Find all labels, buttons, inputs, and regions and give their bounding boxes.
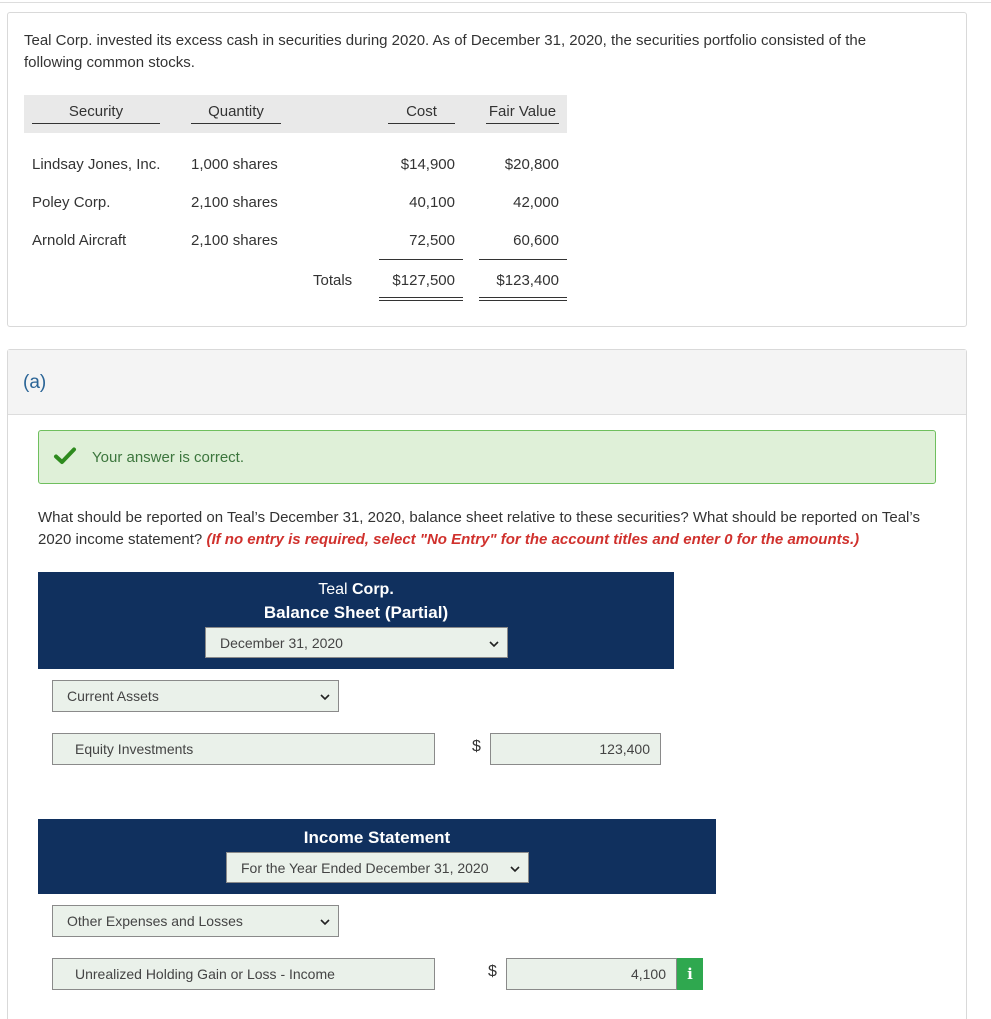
check-icon — [53, 444, 77, 468]
row3-security: Arnold Aircraft — [32, 232, 127, 249]
problem-intro: Teal Corp. invested its excess cash in securities during 2020. As of December 31, 2020, the securities portfolio consisted of the following common stocks. — [24, 32, 867, 71]
current-assets-select[interactable] — [52, 680, 339, 712]
header-fair-value: Fair Value — [486, 103, 559, 124]
balance-sheet-date-select[interactable] — [205, 627, 508, 658]
securities-table — [24, 95, 567, 305]
row3-cost: 72,500 — [409, 232, 455, 249]
row2-quantity: 2,100 shares — [191, 194, 278, 211]
cost-total-line-2 — [379, 300, 463, 301]
row3-quantity: 2,100 shares — [191, 232, 278, 249]
totals-label: Totals — [313, 272, 353, 289]
chevron-down-icon — [320, 917, 330, 927]
income-statement-amount-input[interactable] — [506, 958, 677, 990]
income-statement-dollar-sign: $ — [488, 963, 497, 980]
question-instruction: (If no entry is required, select "No Entry" for the account titles and enter 0 for the amounts.) — [206, 531, 860, 548]
balance-sheet-amount-value: 123,400 — [599, 741, 650, 757]
current-assets-value: Current Assets — [67, 688, 159, 704]
fair-value-subtotal-line — [479, 259, 567, 260]
company-name — [38, 581, 674, 599]
balance-sheet-date-value: December 31, 2020 — [220, 635, 343, 651]
income-statement-title: Income Statement — [303, 828, 451, 847]
fair-value-total-line-1 — [479, 297, 567, 298]
income-statement-account-value: Unrealized Holding Gain or Loss - Income — [75, 966, 335, 982]
cost-subtotal-line — [379, 259, 463, 260]
row2-cost: 40,100 — [409, 194, 455, 211]
header-cost: Cost — [388, 103, 455, 124]
company-name-bold: Corp. — [352, 581, 394, 598]
balance-sheet-account-value: Equity Investments — [75, 741, 194, 757]
cost-total-line-1 — [379, 297, 463, 298]
header-security: Security — [32, 103, 160, 124]
other-expenses-value: Other Expenses and Losses — [67, 913, 243, 929]
row3-fair-value: 60,600 — [513, 232, 559, 249]
row1-fair-value: $20,800 — [504, 156, 559, 173]
balance-sheet-dollar-sign: $ — [472, 738, 481, 755]
totals-fair-value: $123,400 — [496, 272, 559, 289]
info-icon[interactable]: i — [677, 958, 703, 990]
problem-panel — [7, 12, 967, 327]
totals-cost: $127,500 — [392, 272, 455, 289]
income-statement-amount-value: 4,100 — [630, 966, 666, 982]
balance-sheet-title: Balance Sheet (Partial) — [263, 603, 449, 622]
row1-quantity: 1,000 shares — [191, 156, 278, 173]
balance-sheet-account-input[interactable] — [52, 733, 435, 765]
top-divider — [0, 2, 991, 3]
chevron-down-icon — [510, 864, 520, 874]
balance-sheet-amount-input[interactable] — [490, 733, 661, 765]
company-name-plain: Teal — [318, 581, 352, 598]
income-statement-period-select[interactable] — [226, 852, 529, 883]
fair-value-total-line-2 — [479, 300, 567, 301]
other-expenses-select[interactable] — [52, 905, 339, 937]
income-statement-account-input[interactable] — [52, 958, 435, 990]
income-statement-period-value: For the Year Ended December 31, 2020 — [241, 860, 489, 876]
row1-cost: $14,900 — [400, 156, 455, 173]
correct-feedback — [38, 430, 936, 484]
part-a-panel — [7, 349, 967, 1019]
row2-security: Poley Corp. — [32, 194, 111, 211]
header-quantity: Quantity — [191, 103, 281, 124]
chevron-down-icon — [320, 692, 330, 702]
question-text — [38, 507, 938, 551]
row2-fair-value: 42,000 — [513, 194, 559, 211]
correct-message: Your answer is correct. — [92, 449, 245, 466]
chevron-down-icon — [489, 639, 499, 649]
part-a-label: (a) — [23, 372, 47, 393]
question-body: What should be reported on Teal’s December 31, 2020, balance sheet relative to these securities? What should be reported on Teal’s 2020 income statement? — [38, 509, 920, 548]
row1-security: Lindsay Jones, Inc. — [32, 156, 161, 173]
part-a-header — [8, 350, 966, 415]
